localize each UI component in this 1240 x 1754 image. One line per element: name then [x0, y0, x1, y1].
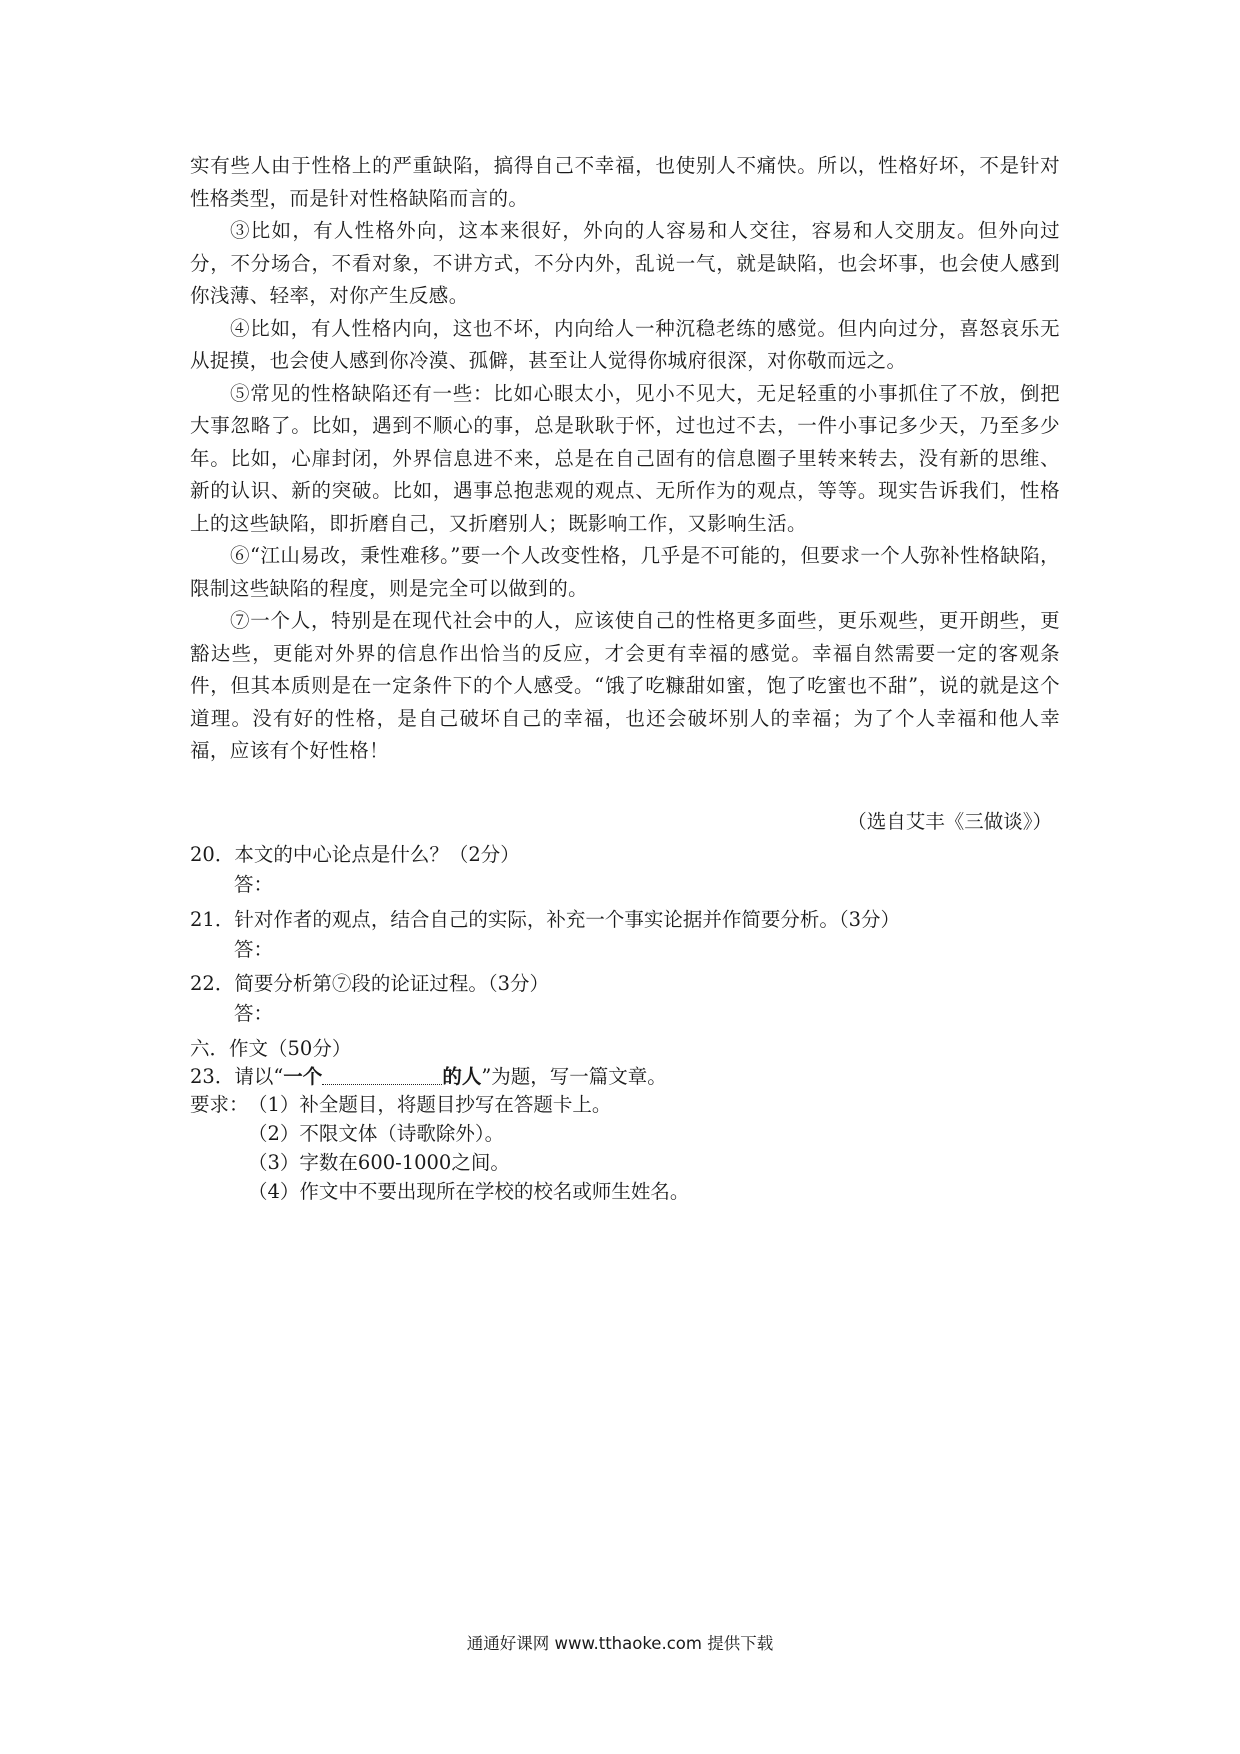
composition-question: [190, 1063, 667, 1091]
paragraph-5: ⑤常见的性格缺陷还有一些：比如心眼太小，见小不见大，无足轻重的小事抓住了不放，倒把大事忽略了。比如，遇到不顺心的事，总是耿耿于怀，过也过不去，一件小事记多少天，乃至多少年。比如，心扉封闭，外界信息进不来，总是在自己固有的信息圈子里转来转去，没有新的思维、新的认识、新的突破。比如，遇事总抱悲观的观点、无所作为的观点，等等。现实告诉我们，性格上的这些缺陷，即折磨自己，又折磨别人；既影响工作，又影响生活。: [190, 381, 1060, 535]
paragraph-6: ⑥“江山易改，秉性难移。”要一个人改变性格，几乎是不可能的，但要求一个人弥补性格缺陷，限制这些缺陷的程度，则是完全可以做到的。: [190, 544, 1060, 600]
question-20: [190, 840, 1070, 900]
requirements-label: 要求：: [190, 1093, 249, 1116]
question-21: [190, 905, 1070, 965]
question-22: [190, 969, 1070, 1029]
answer-label: 答：: [234, 873, 274, 896]
composition-prefix: 23．请以“: [190, 1065, 284, 1088]
reading-passage: [190, 150, 1060, 768]
paragraph-continued: 实有些人由于性格上的严重缺陷，搞得自己不幸福，也使别人不痛快。所以，性格好坏，不是针对性格类型，而是针对性格缺陷而言的。: [190, 154, 1060, 210]
requirement-4: （4）作文中不要出现所在学校的校名或师生姓名。: [248, 1180, 690, 1203]
question-text: 22．简要分析第⑦段的论证过程。（3分）: [190, 972, 549, 995]
requirement-3: （3）字数在600-1000之间。: [248, 1151, 510, 1174]
composition-heading: 六．作文（50分）: [190, 1037, 352, 1060]
answer-label: 答：: [234, 938, 274, 961]
composition-title-part2: 的人: [442, 1065, 482, 1088]
composition-title-part1: 一个: [283, 1065, 323, 1088]
page-footer: 通通好课网 www.tthaoke.com 提供下载: [466, 1634, 774, 1653]
requirement-1: （1）补全题目，将题目抄写在答题卡上。: [248, 1093, 612, 1116]
requirement-2: （2）不限文体（诗歌除外）。: [248, 1122, 505, 1145]
answer-label: 答：: [234, 1002, 274, 1025]
passage-source: （选自艾丰《三做谈》）: [847, 810, 1052, 833]
question-text: 20．本文的中心论点是什么？（2分）: [190, 843, 520, 866]
paragraph-3: ③比如，有人性格外向，这本来很好，外向的人容易和人交往，容易和人交朋友。但外向过分，不分场合，不看对象，不讲方式，不分内外，乱说一气，就是缺陷，也会坏事，也会使人感到你浅薄、轻率，对你产生反感。: [190, 219, 1060, 307]
question-text: 21．针对作者的观点，结合自己的实际，补充一个事实论据并作简要分析。（3分）: [190, 908, 900, 931]
paragraph-7: ⑦一个人，特别是在现代社会中的人，应该使自己的性格更多面些，更乐观些，更开朗些，更豁达些，更能对外界的信息作出恰当的反应，才会更有幸福的感觉。幸福自然需要一定的客观条件，但其本质则是在一定条件下的个人感受。“饿了吃糠甜如蜜，饱了吃蜜也不甜”，说的就是这个道理。没有好的性格，是自己破坏自己的幸福，也还会破坏别人的幸福；为了个人幸福和他人幸福，应该有个好性格！: [190, 609, 1060, 762]
title-blank: [322, 1066, 442, 1085]
paragraph-4: ④比如，有人性格内向，这也不坏，内向给人一种沉稳老练的感觉。但内向过分，喜怒哀乐无从捉摸，也会使人感到你冷漠、孤僻，甚至让人觉得你城府很深，对你敬而远之。: [190, 316, 1060, 372]
composition-suffix: ”为题，写一篇文章。: [481, 1065, 667, 1088]
